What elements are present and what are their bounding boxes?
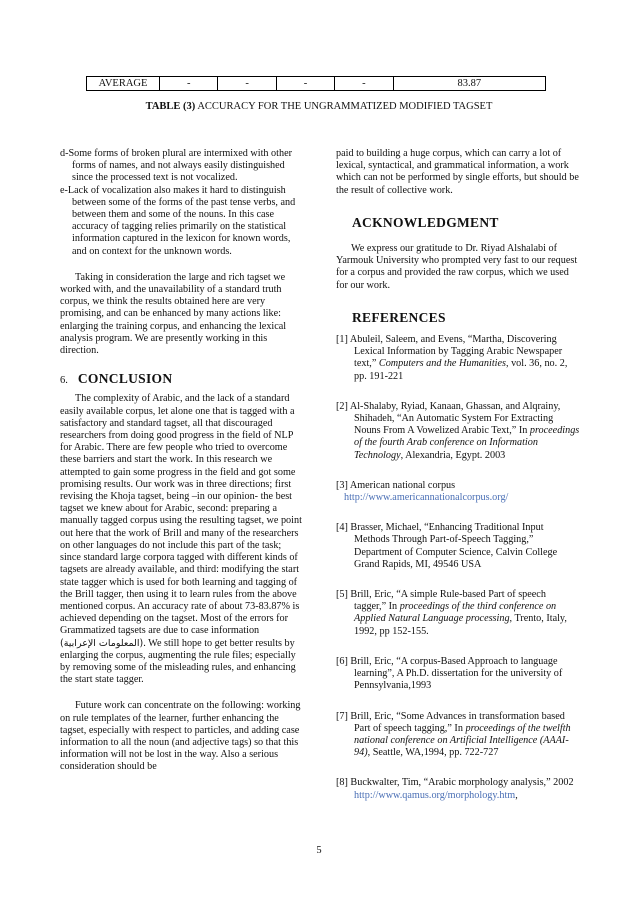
section-title: CONCLUSION [77,371,173,387]
reference-text: [3] American national corpus [336,479,456,491]
reference-item [336,777,580,801]
reference-title: proceedings of the third conference on Applied Natural Language processing [354,601,557,625]
reference-item [336,589,580,638]
table-cell: - [335,77,393,91]
reference-text: [8] Buckwalter, Tim, “Arabic morphology analysis,” 2002 [336,777,574,789]
reference-text: [6] Brill, Eric, “A corpus-Based Approach to language learning [336,655,558,680]
reference-text: [5] Brill, Eric, “A simple Rule-based Part of speech tagger,” In [336,589,546,613]
reference-item [336,656,580,693]
average-table [86,76,546,91]
arabic-term: (المعلومات الإعرابية) [60,637,144,649]
right-column [336,148,580,802]
left-column [60,148,304,774]
acknowledgment-heading: ACKNOWLEDGMENT [352,214,499,230]
reference-title: proceedings of the twelfth national conference on Artificial Intelligence (AAAI-94) [354,722,571,759]
conclusion-text-b: . We still hope to get better results by enlarging the corpus, augmenting the rule files; especially by removing some of the misleading rules, and enhancing the start state tagger. [60,637,296,686]
table-cell: - [160,77,218,91]
reference-text: , vol. 36, no. 2, pp. 191-221 [354,358,568,382]
reference-text: [1] Abuleil, Saleem, and Evens, “Martha, Discovering Lexical Information by Tagging Arabic Newspaper text,” [336,334,563,370]
reference-item [336,480,580,504]
page-number: 5 [316,845,322,856]
reference-item [336,711,580,760]
table-caption [0,101,638,112]
reference-item [336,334,580,383]
reference-text: , Alexandria, Egypt. 2003 [400,449,506,461]
reference-text: [2] Al-Shalaby, Ryiad, Kanaan, Ghassan, and Alqrainy, Shihadeh, “An Automatic System For Extracting Nouns From A Vowelized Arabic Text,” In [336,400,561,437]
table-caption-label: TABLE (3) [145,101,196,112]
paragraph [60,393,304,686]
paragraph: We express our gratitude to Dr. Riyad Alshalabi of Yarmouk University who prompted very fast to our request for a corpus and provided the raw corpus, which we used for our work. [336,243,578,291]
table-cell-label: AVERAGE [87,77,160,91]
reference-title: Computers and the Humanities [378,358,506,370]
paragraph: paid to building a huge corpus, which can carry a lot of lexical, syntactical, and grammatical information, a work which can not be performed by single efforts, but should be the result of collective work. [336,148,579,196]
list-item-e: e-Lack of vocalization also makes it hard to distinguish between some of the forms of the past tense verbs, and between them and some of the nouns. In this case accuracy of tagging relies primarily on the statistical information captured in the lexicon for known words, and on context for the unknown words. [60,184,296,257]
reference-link[interactable]: http://www.qamus.org/morphology.htm [354,789,516,801]
list-item-d: d-Some forms of broken plural are intermixed with other forms of names, and not always easily distinguished since the processed text is not vocalized. [60,148,292,184]
reference-text: [7] Brill, Eric, “Some Advances in transformation based Part of speech tagging,” In [336,710,565,734]
table-cell: - [218,77,276,91]
paragraph: Taking in consideration the large and rich tagset we worked with, and the unavailability of a standard truth corpus, we think the results obtained here are very promising, and can be enhanced by many actions like: enlarging the training corpus, and enhancing the lexical analysis program. We are presently working in this direction. [60,271,287,357]
table-row [87,77,546,91]
reference-item: [4] Brasser, Michael, “Enhancing Traditional Input Methods Through Part-of-Speech Tagging,” Department of Computer Science, Calvin College Grand Rapids, MI, 49546 USA [336,522,558,570]
reference-item [336,401,580,462]
reference-link[interactable]: http://www.americannationalcorpus.org/ [344,492,509,504]
conclusion-text-a: The complexity of Arabic, and the lack of a standard easily available corpus, let alone one that is tagged with a satisfactory and standard tagset, all that discouraged researchers from doing good progress in the field of NLP for Arabic. There are few people who tried to overcome these barriers and start the work. In this research we attempted to gain some progress in the field and got some promising results. Our work was in three directions; first revising the Khoja tagset, being –in our opinion- the best tagset we knew about for Arabic, second: preparing a manually tagged corpus using the resulting tagset, we point out here that the work of Brill and many of the researchers on other languages do not include this part of the task; since standard large corpora tagged with different kinds of tagsets are already available, and third: modifying the start state tagger which is used for both learning and tagging of the Brill tagger, then using it to learn rules from the above mentioned corpus. An accuracy rate of about 73-83.87% is achieved depending on the tagset. Most of the errors for Grammatized tagsets are due to case information [60,393,302,637]
reference-text: , Trento, Italy, 1992, pp 152-155. [354,613,567,637]
table-cell: - [276,77,334,91]
reference-text: ”, A Ph.D. dissertation for the university of Pennsylvania,1993 [354,668,563,692]
paragraph: Future work can concentrate on the following: working on rule templates of the learner, further enhancing the tagset, especially with respect to particles, and adding case information to all the noun (and adjective tags) so that this information will not be lost in the way. Also a serious consideration should be [60,700,301,773]
table-caption-text: ACCURACY FOR THE UNGRAMMATIZED MODIFIED TAGSET [195,101,493,112]
conclusion-heading [60,373,304,387]
table-cell: 83.87 [393,77,545,91]
references-heading: REFERENCES [352,309,446,325]
reference-text: , [515,789,518,801]
reference-title: proceedings of the fourth Arab conference on Information Technology [354,425,580,461]
reference-text: , Seattle, WA,1994, pp. 722-727 [367,747,499,759]
section-number: 6. [60,375,68,387]
